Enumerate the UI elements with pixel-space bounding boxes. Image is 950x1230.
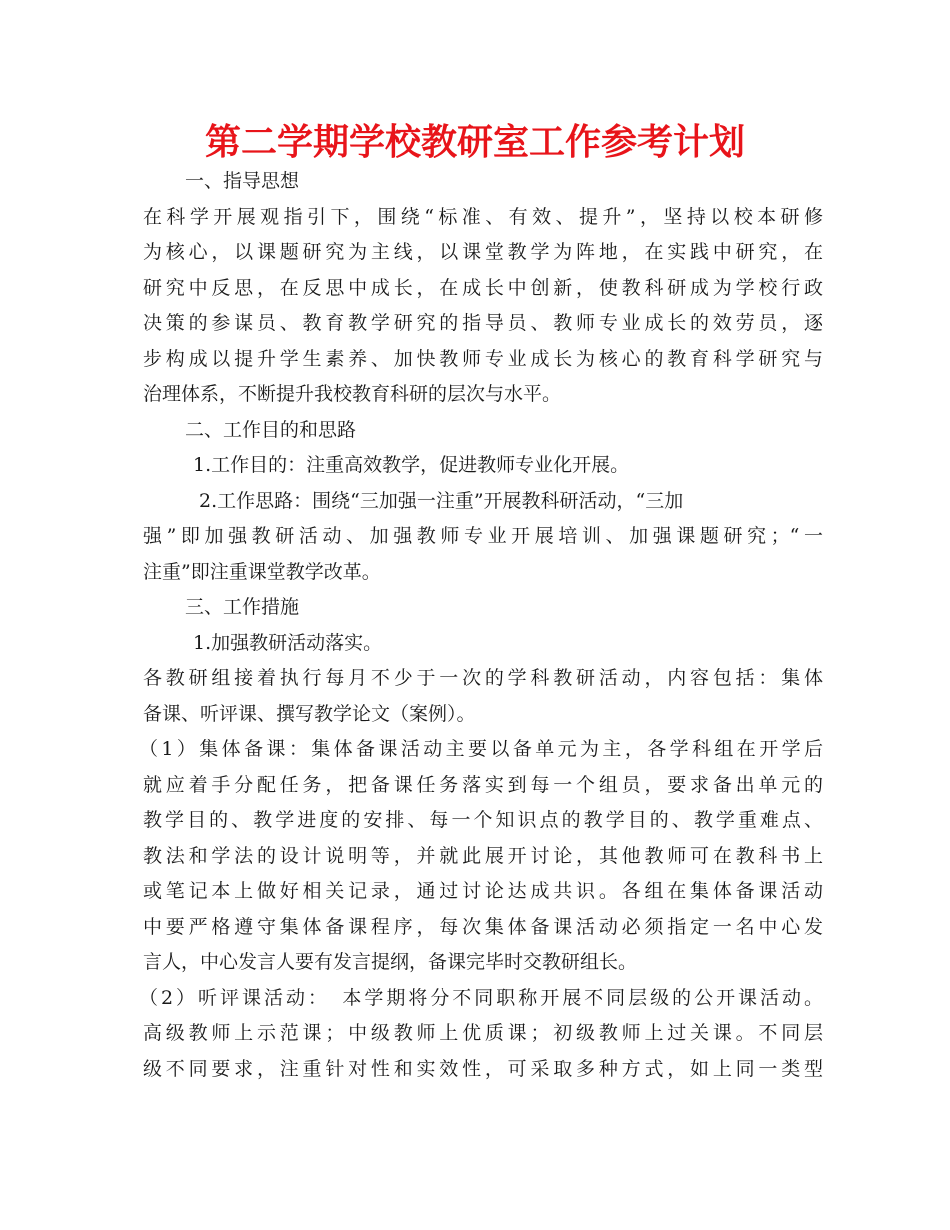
numbered-item: 1.工作目的：注重高效教学，促进教师专业化开展。 bbox=[193, 454, 630, 476]
section-heading: 二、工作目的和思路 bbox=[185, 418, 357, 441]
paragraph-line: 或笔记本上做好相关记录，通过讨论达成共识。各组在集体备课活动 bbox=[143, 880, 823, 902]
paragraph-line: 级不同要求，注重针对性和实效性，可采取多种方式，如上同一类型 bbox=[143, 1057, 823, 1080]
section-heading: 一、指导思想 bbox=[185, 170, 300, 192]
section-heading: 三、工作措施 bbox=[185, 596, 300, 618]
paragraph-line: 言人，中心发言人要有发言提纲，备课完毕时交教研组长。 bbox=[143, 951, 638, 973]
paragraph-line: 高级教师上示范课；中级教师上优质课；初级教师上过关课。不同层 bbox=[143, 1022, 823, 1044]
paragraph-line: 决策的参谋员、教育教学研究的指导员、教师专业成长的效劳员，逐 bbox=[143, 312, 823, 334]
paragraph-line: 为核心，以课题研究为主线，以课堂教学为阵地，在实践中研究，在 bbox=[143, 241, 823, 263]
sub-item-line: （1）集体备课：集体备课活动主要以备单元为主，各学科组在开学后 bbox=[139, 738, 823, 760]
paragraph-line: 研究中反思，在反思中成长，在成长中创新，使教科研成为学校行政 bbox=[143, 276, 823, 299]
paragraph-line: 教法和学法的设计说明等，并就此展开讨论，其他教师可在教科书上 bbox=[143, 844, 823, 867]
paragraph-line: 各教研组接着执行每月不少于一次的学科教研活动，内容包括：集体 bbox=[143, 667, 823, 689]
numbered-item: 1.加强教研活动落实。 bbox=[193, 631, 383, 654]
document-body bbox=[139, 164, 823, 1087]
paragraph-line: 就应着手分配任务，把备课任务落实到每一个组员，要求备出单元的 bbox=[143, 773, 823, 796]
document-title: 第二学期学校教研室工作参考计划 bbox=[204, 122, 745, 163]
numbered-item: 2.工作思路：围绕“三加强一注重”开展教科研活动，“三加 bbox=[199, 489, 684, 512]
sub-item-line: （2）听评课活动： 本学期将分不同职称开展不同层级的公开课活动。 bbox=[139, 986, 823, 1009]
paragraph-line: 中要严格遵守集体备课程序，每次集体备课活动必须指定一名中心发 bbox=[143, 915, 823, 938]
paragraph-line: 在科学开展观指引下，围绕“标准、有效、提升”，坚持以校本研修 bbox=[143, 205, 823, 228]
paragraph-line: 步构成以提升学生素养、加快教师专业成长为核心的教育科学研究与 bbox=[143, 347, 823, 370]
paragraph-line: 注重”即注重课堂教学改革。 bbox=[143, 560, 381, 583]
paragraph-line: 教学目的、教学进度的安排、每一个知识点的教学目的、教学重难点、 bbox=[143, 809, 823, 831]
paragraph-line: 强”即加强教研活动、加强教师专业开展培训、加强课题研究；“一 bbox=[143, 525, 823, 547]
paragraph-line: 备课、听评课、撰写教学论文（案例）。 bbox=[143, 702, 476, 725]
paragraph-line: 治理体系，不断提升我校教育科研的层次与水平。 bbox=[143, 383, 562, 405]
